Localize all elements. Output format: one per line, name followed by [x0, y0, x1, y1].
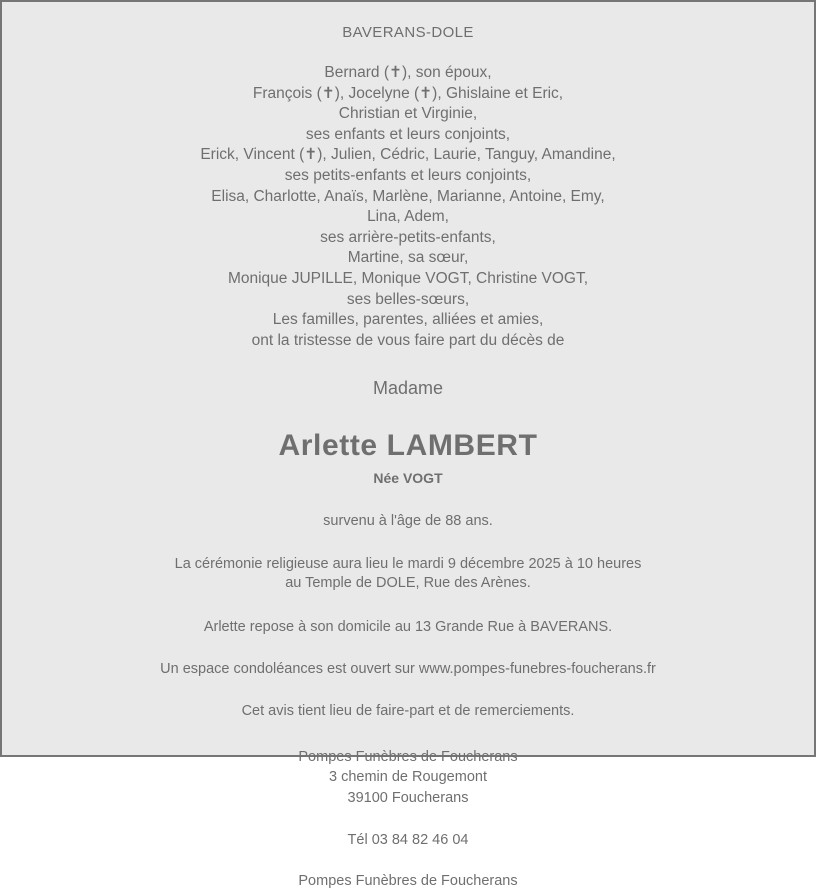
deceased-name: Arlette LAMBERT — [278, 428, 538, 462]
family-line: Erick, Vincent (✝), Julien, Cédric, Laurie, Tanguy, Amandine, — [200, 146, 616, 164]
family-line: ses belles-sœurs, — [346, 290, 470, 308]
age-line: survenu à l'âge de 88 ans. — [323, 512, 493, 529]
family-line: Lina, Adem, — [367, 208, 449, 226]
maiden-name: Née VOGT — [373, 469, 443, 486]
family-line: ses arrière-petits-enfants, — [320, 228, 496, 246]
thanks-line: Cet avis tient lieu de faire-part et de remerciements. — [241, 703, 575, 720]
family-line: Elisa, Charlotte, Anaïs, Marlène, Marianne, Antoine, Emy, — [211, 187, 605, 205]
family-line: François (✝), Jocelyne (✝), Ghislaine et Eric, — [252, 84, 564, 102]
funeral-home-block — [42, 747, 774, 808]
family-line: ses petits-enfants et leurs conjoints, — [284, 167, 532, 185]
family-line: ont la tristesse de vous faire part du décès de — [251, 331, 565, 349]
ceremony-block — [42, 555, 774, 594]
phone-line: Tél 03 84 82 46 04 — [347, 831, 469, 848]
funeral-home-line: Pompes Funèbres de Foucherans — [298, 749, 518, 766]
family-block — [42, 63, 774, 352]
ceremony-line: au Temple de DOLE, Rue des Arènes. — [285, 574, 531, 591]
funeral-home-line: 39100 Foucherans — [347, 789, 469, 806]
ceremony-line: La cérémonie religieuse aura lieu le mardi 9 décembre 2025 à 10 heures — [174, 555, 642, 572]
family-line: ses enfants et leurs conjoints, — [305, 125, 511, 143]
honorific: Madame — [372, 377, 444, 398]
family-line: Monique JUPILLE, Monique VOGT, Christine VOGT, — [227, 270, 589, 288]
locality-line: BAVERANS-DOLE — [342, 24, 474, 41]
family-line: Martine, sa sœur, — [347, 249, 469, 267]
repose-line: Arlette repose à son domicile au 13 Grande Rue à BAVERANS. — [203, 619, 613, 636]
family-line: Les familles, parentes, alliées et amies, — [272, 311, 544, 329]
funeral-home-line: 3 chemin de Rougemont — [329, 769, 487, 786]
condolences-line: Un espace condoléances est ouvert sur www.pompes-funebres-foucherans.fr — [160, 661, 656, 678]
family-line: Christian et Virginie, — [338, 105, 478, 123]
family-line: Bernard (✝), son époux, — [324, 64, 492, 81]
footer-funeral-home: Pompes Funèbres de Foucherans — [298, 872, 518, 889]
